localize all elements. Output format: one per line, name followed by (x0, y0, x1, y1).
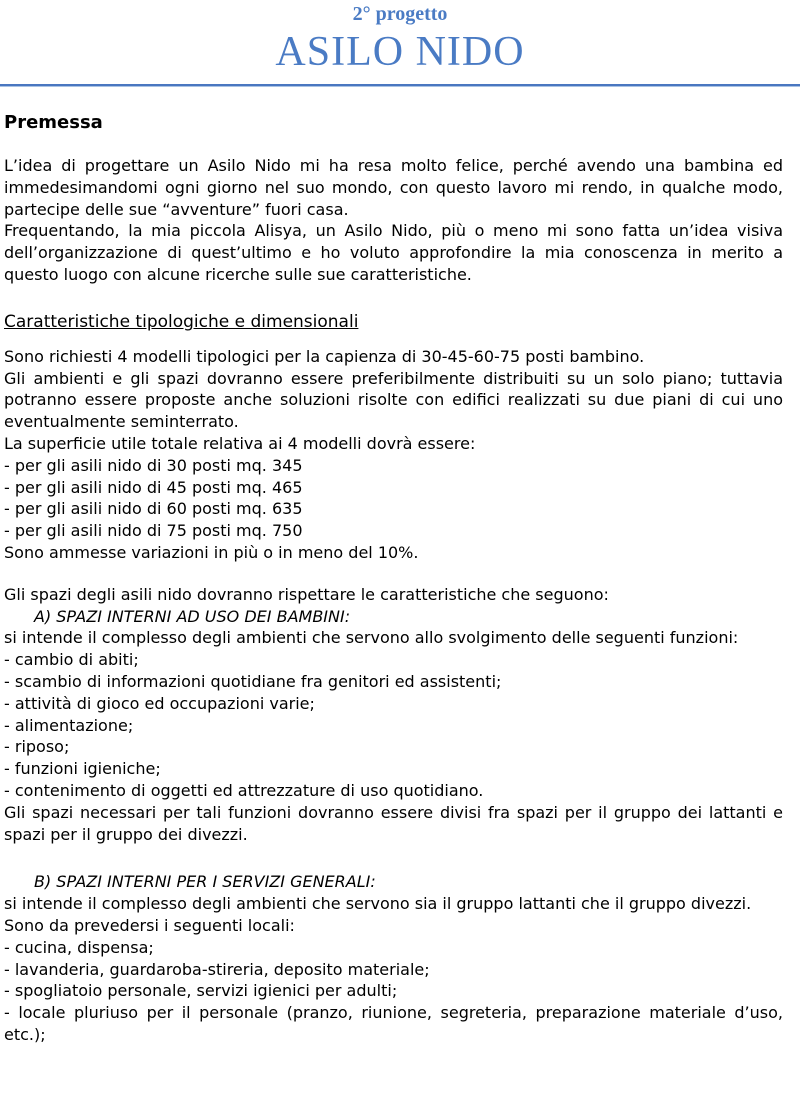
document-header (0, 0, 800, 87)
surface-list-item: - per gli asili nido di 30 posti mq. 345 (4, 455, 303, 475)
paragraph-intro-1: L’idea di progettare un Asilo Nido mi ha resa molto felice, perché avendo una bambina ed immedesimandomi ogni giorno nel suo mondo, con questo lavoro mi rendo, in qualche modo, partecipe delle sue “avventure” fuori casa. (4, 156, 783, 219)
section-a-list-item: - funzioni igieniche; (4, 759, 161, 779)
surface-list-item: - per gli asili nido di 45 posti mq. 465 (4, 477, 303, 497)
blank-line (4, 564, 783, 584)
section-a-list (4, 649, 783, 802)
section-b-intro: si intende il complesso degli ambienti che servono sia il gruppo lattanti che il gruppo divezzi. (4, 894, 752, 914)
surface-list-item: - per gli asili nido di 60 posti mq. 635 (4, 499, 303, 519)
section-a-list-item: - contenimento di oggetti ed attrezzature di uso quotidiano. (4, 780, 484, 800)
section-a-list-item: - riposo; (4, 737, 70, 757)
header-divider-rule (0, 84, 800, 87)
blank-line (4, 845, 783, 871)
section-b-list-item: - cucina, dispensa; (4, 937, 154, 957)
section-b-list-item: - locale pluriuso per il personale (pranzo, riunione, segreteria, preparazione materiale d’uso, etc.); (4, 1003, 783, 1044)
paragraph-ambienti: Gli ambienti e gli spazi dovranno essere preferibilmente distribuiti su un solo piano; tuttavia potranno essere proposte anche soluzioni risolte con edifici realizzati su due piani di cui uno eventualmente seminterrato. (4, 368, 783, 432)
heading-caratteristiche: Caratteristiche tipologiche e dimensionali (4, 311, 359, 332)
paragraph-modelli: Sono richiesti 4 modelli tipologici per la capienza di 30-45-60-75 posti bambino. (4, 346, 645, 366)
paragraph-variazioni: Sono ammesse variazioni in più o in meno del 10%. (4, 542, 419, 562)
section-a-list-item: - scambio di informazioni quotidiane fra genitori ed assistenti; (4, 671, 502, 691)
project-number-title: 2° progetto (352, 3, 448, 25)
surface-list (4, 455, 783, 542)
section-b-list-item: - spogliatoio personale, servizi igienici per adulti; (4, 981, 398, 1001)
section-a-outro: Gli spazi necessari per tali funzioni dovranno essere divisi fra spazi per il gruppo dei lattanti e spazi per il gruppo dei divezzi. (4, 802, 783, 844)
section-b-locali: Sono da prevedersi i seguenti locali: (4, 915, 295, 935)
heading-premessa: Premessa (4, 112, 103, 133)
section-a-title: A) SPAZI INTERNI AD USO DEI BAMBINI: (34, 606, 351, 626)
section-a-list-item: - attività di gioco ed occupazioni varie; (4, 693, 315, 713)
section-b-list (4, 937, 783, 1046)
paragraph-intro-2: Frequentando, la mia piccola Alisya, un Asilo Nido, più o meno mi sono fatta un’idea visiva dell’organizzazione di quest’ultimo e ho voluto approfondire la mia conoscenza in merito a questo luogo con alcune ricerche sulle sue caratteristiche. (4, 221, 783, 284)
section-b-list-item: - lavanderia, guardaroba-stireria, deposito materiale; (4, 959, 430, 979)
section-a-intro: si intende il complesso degli ambienti che servono allo svolgimento delle seguenti funzioni: (4, 628, 739, 648)
surface-list-item: - per gli asili nido di 75 posti mq. 750 (4, 521, 303, 541)
paragraph-superficie: La superficie utile totale relativa ai 4 modelli dovrà essere: (4, 433, 476, 453)
section-a-list-item: - cambio di abiti; (4, 650, 139, 670)
document-title: ASILO NIDO (275, 29, 525, 75)
section-a-list-item: - alimentazione; (4, 715, 134, 735)
document-body (4, 112, 783, 1046)
section-b-title: B) SPAZI INTERNI PER I SERVIZI GENERALI: (34, 872, 376, 892)
paragraph-spazi: Gli spazi degli asili nido dovranno rispettare le caratteristiche che seguono: (4, 584, 609, 604)
